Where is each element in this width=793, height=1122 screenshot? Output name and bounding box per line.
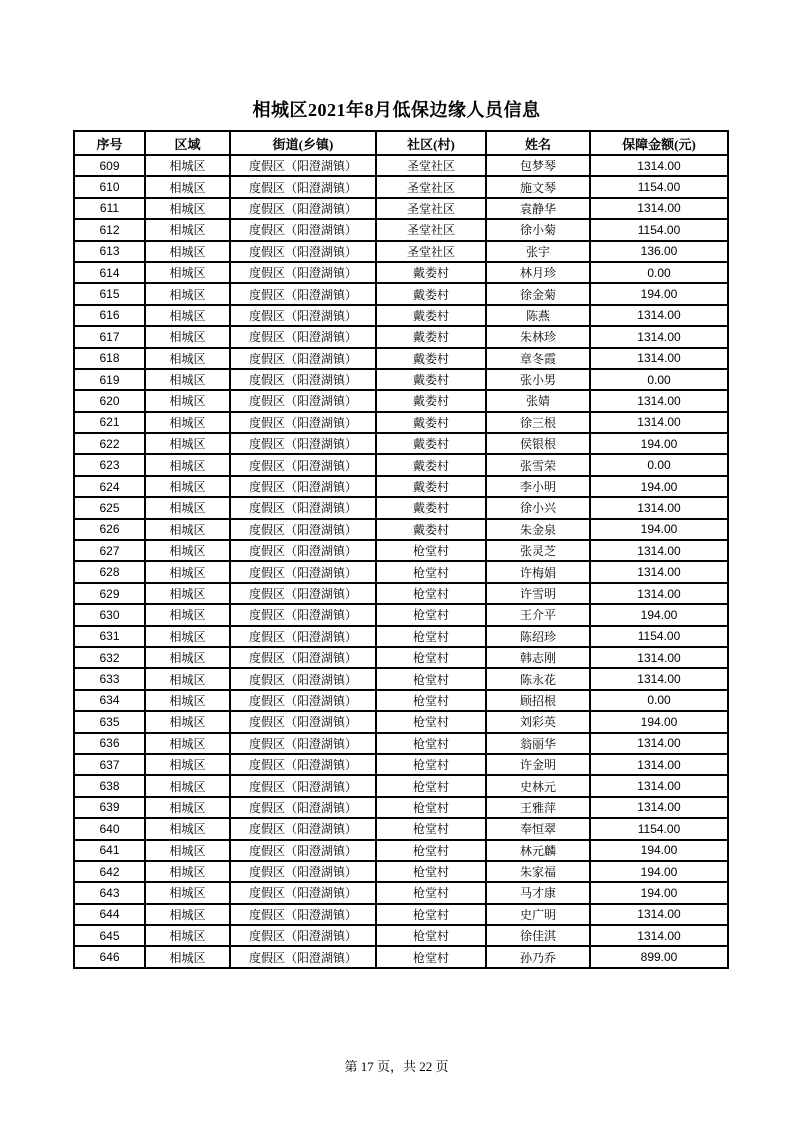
cell-amount: 1154.00	[590, 818, 728, 839]
cell-community: 枪堂村	[376, 840, 486, 861]
cell-region: 相城区	[145, 904, 230, 925]
cell-region: 相城区	[145, 326, 230, 347]
table-row	[74, 198, 728, 219]
table-row	[74, 155, 728, 176]
cell-street: 度假区（阳澄湖镇）	[230, 326, 376, 347]
cell-serial: 614	[74, 262, 145, 283]
cell-serial: 641	[74, 840, 145, 861]
cell-amount: 1314.00	[590, 198, 728, 219]
cell-street: 度假区（阳澄湖镇）	[230, 305, 376, 326]
table-row	[74, 604, 728, 625]
cell-serial: 644	[74, 904, 145, 925]
cell-region: 相城区	[145, 283, 230, 304]
cell-amount: 194.00	[590, 433, 728, 454]
cell-serial: 618	[74, 348, 145, 369]
cell-street: 度假区（阳澄湖镇）	[230, 476, 376, 497]
cell-amount: 1154.00	[590, 219, 728, 240]
cell-street: 度假区（阳澄湖镇）	[230, 155, 376, 176]
cell-street: 度假区（阳澄湖镇）	[230, 775, 376, 796]
table-row	[74, 262, 728, 283]
cell-name: 朱金泉	[486, 519, 590, 540]
table-row	[74, 241, 728, 262]
cell-region: 相城区	[145, 626, 230, 647]
table-row	[74, 711, 728, 732]
cell-community: 戴娄村	[376, 519, 486, 540]
cell-name: 徐三根	[486, 412, 590, 433]
cell-amount: 1314.00	[590, 390, 728, 411]
cell-serial: 632	[74, 647, 145, 668]
cell-street: 度假区（阳澄湖镇）	[230, 690, 376, 711]
cell-street: 度假区（阳澄湖镇）	[230, 946, 376, 967]
table-row	[74, 519, 728, 540]
cell-serial: 643	[74, 882, 145, 903]
cell-street: 度假区（阳澄湖镇）	[230, 283, 376, 304]
table-row	[74, 583, 728, 604]
cell-community: 圣堂社区	[376, 198, 486, 219]
cell-community: 枪堂村	[376, 733, 486, 754]
cell-region: 相城区	[145, 476, 230, 497]
cell-name: 马才康	[486, 882, 590, 903]
table-row	[74, 626, 728, 647]
cell-name: 徐小菊	[486, 219, 590, 240]
cell-community: 戴娄村	[376, 433, 486, 454]
cell-community: 枪堂村	[376, 711, 486, 732]
table-row	[74, 797, 728, 818]
table-row	[74, 861, 728, 882]
cell-street: 度假区（阳澄湖镇）	[230, 925, 376, 946]
cell-serial: 640	[74, 818, 145, 839]
cell-serial: 628	[74, 561, 145, 582]
cell-amount: 1314.00	[590, 797, 728, 818]
cell-street: 度假区（阳澄湖镇）	[230, 711, 376, 732]
table-row	[74, 219, 728, 240]
cell-community: 圣堂社区	[376, 241, 486, 262]
cell-amount: 1314.00	[590, 668, 728, 689]
column-header-amount: 保障金额(元)	[590, 131, 728, 155]
cell-amount: 194.00	[590, 861, 728, 882]
cell-amount: 194.00	[590, 283, 728, 304]
page-title: 相城区2021年8月低保边缘人员信息	[252, 100, 541, 120]
cell-serial: 625	[74, 497, 145, 518]
cell-community: 圣堂社区	[376, 176, 486, 197]
cell-serial: 624	[74, 476, 145, 497]
table-row	[74, 326, 728, 347]
page-number: 第 17 页，共 22 页	[344, 1059, 449, 1074]
cell-amount: 1314.00	[590, 925, 728, 946]
table-row	[74, 690, 728, 711]
cell-amount: 0.00	[590, 690, 728, 711]
cell-amount: 1314.00	[590, 733, 728, 754]
cell-street: 度假区（阳澄湖镇）	[230, 626, 376, 647]
cell-serial: 616	[74, 305, 145, 326]
cell-community: 枪堂村	[376, 690, 486, 711]
cell-name: 韩志刚	[486, 647, 590, 668]
cell-name: 陈永花	[486, 668, 590, 689]
cell-name: 王雅萍	[486, 797, 590, 818]
cell-name: 章冬霞	[486, 348, 590, 369]
table-row	[74, 348, 728, 369]
cell-name: 徐小兴	[486, 497, 590, 518]
cell-region: 相城区	[145, 519, 230, 540]
cell-region: 相城区	[145, 561, 230, 582]
cell-serial: 623	[74, 454, 145, 475]
cell-serial: 638	[74, 775, 145, 796]
cell-amount: 194.00	[590, 882, 728, 903]
cell-name: 张宇	[486, 241, 590, 262]
cell-region: 相城区	[145, 647, 230, 668]
cell-region: 相城区	[145, 711, 230, 732]
cell-community: 戴娄村	[376, 369, 486, 390]
cell-street: 度假区（阳澄湖镇）	[230, 176, 376, 197]
cell-community: 枪堂村	[376, 925, 486, 946]
cell-name: 张小男	[486, 369, 590, 390]
cell-region: 相城区	[145, 946, 230, 967]
cell-street: 度假区（阳澄湖镇）	[230, 840, 376, 861]
cell-street: 度假区（阳澄湖镇）	[230, 369, 376, 390]
cell-amount: 1314.00	[590, 583, 728, 604]
cell-serial: 627	[74, 540, 145, 561]
cell-street: 度假区（阳澄湖镇）	[230, 818, 376, 839]
cell-name: 张雪荣	[486, 454, 590, 475]
cell-community: 戴娄村	[376, 283, 486, 304]
cell-amount: 194.00	[590, 840, 728, 861]
table-row	[74, 668, 728, 689]
cell-street: 度假区（阳澄湖镇）	[230, 754, 376, 775]
table-row	[74, 925, 728, 946]
cell-amount: 0.00	[590, 262, 728, 283]
cell-amount: 0.00	[590, 369, 728, 390]
cell-name: 陈燕	[486, 305, 590, 326]
cell-serial: 634	[74, 690, 145, 711]
table-body	[74, 155, 728, 968]
cell-region: 相城区	[145, 198, 230, 219]
table-row	[74, 840, 728, 861]
cell-community: 枪堂村	[376, 882, 486, 903]
cell-street: 度假区（阳澄湖镇）	[230, 262, 376, 283]
cell-region: 相城区	[145, 155, 230, 176]
cell-region: 相城区	[145, 454, 230, 475]
cell-region: 相城区	[145, 219, 230, 240]
cell-amount: 194.00	[590, 519, 728, 540]
cell-serial: 610	[74, 176, 145, 197]
cell-amount: 1314.00	[590, 326, 728, 347]
cell-street: 度假区（阳澄湖镇）	[230, 454, 376, 475]
cell-community: 枪堂村	[376, 775, 486, 796]
cell-name: 顾招根	[486, 690, 590, 711]
cell-street: 度假区（阳澄湖镇）	[230, 241, 376, 262]
cell-name: 张婧	[486, 390, 590, 411]
cell-street: 度假区（阳澄湖镇）	[230, 412, 376, 433]
cell-serial: 626	[74, 519, 145, 540]
table-row	[74, 818, 728, 839]
cell-serial: 642	[74, 861, 145, 882]
cell-region: 相城区	[145, 775, 230, 796]
cell-amount: 1314.00	[590, 561, 728, 582]
cell-serial: 629	[74, 583, 145, 604]
table-header-row	[74, 131, 728, 155]
cell-community: 枪堂村	[376, 583, 486, 604]
cell-community: 枪堂村	[376, 540, 486, 561]
cell-region: 相城区	[145, 583, 230, 604]
cell-name: 陈绍珍	[486, 626, 590, 647]
cell-region: 相城区	[145, 925, 230, 946]
cell-community: 枪堂村	[376, 647, 486, 668]
cell-street: 度假区（阳澄湖镇）	[230, 433, 376, 454]
cell-name: 包梦琴	[486, 155, 590, 176]
cell-amount: 1314.00	[590, 754, 728, 775]
cell-serial: 639	[74, 797, 145, 818]
cell-region: 相城区	[145, 690, 230, 711]
cell-region: 相城区	[145, 754, 230, 775]
table-row	[74, 305, 728, 326]
table-row	[74, 775, 728, 796]
cell-amount: 194.00	[590, 604, 728, 625]
table-row	[74, 497, 728, 518]
cell-region: 相城区	[145, 733, 230, 754]
cell-amount: 1314.00	[590, 348, 728, 369]
cell-community: 戴娄村	[376, 305, 486, 326]
column-header-community: 社区(村)	[376, 131, 486, 155]
cell-street: 度假区（阳澄湖镇）	[230, 219, 376, 240]
cell-name: 李小明	[486, 476, 590, 497]
cell-name: 徐佳淇	[486, 925, 590, 946]
cell-name: 翁丽华	[486, 733, 590, 754]
cell-community: 戴娄村	[376, 476, 486, 497]
table-row	[74, 454, 728, 475]
cell-community: 戴娄村	[376, 390, 486, 411]
cell-community: 枪堂村	[376, 668, 486, 689]
table-row	[74, 176, 728, 197]
cell-street: 度假区（阳澄湖镇）	[230, 519, 376, 540]
cell-region: 相城区	[145, 369, 230, 390]
cell-serial: 621	[74, 412, 145, 433]
cell-region: 相城区	[145, 497, 230, 518]
cell-name: 朱家福	[486, 861, 590, 882]
cell-name: 孙乃乔	[486, 946, 590, 967]
cell-amount: 1314.00	[590, 775, 728, 796]
cell-name: 林元麟	[486, 840, 590, 861]
cell-community: 戴娄村	[376, 326, 486, 347]
cell-street: 度假区（阳澄湖镇）	[230, 733, 376, 754]
cell-region: 相城区	[145, 861, 230, 882]
cell-name: 许雪明	[486, 583, 590, 604]
table-row	[74, 476, 728, 497]
cell-community: 枪堂村	[376, 626, 486, 647]
cell-amount: 1314.00	[590, 412, 728, 433]
cell-community: 枪堂村	[376, 561, 486, 582]
cell-street: 度假区（阳澄湖镇）	[230, 647, 376, 668]
cell-name: 许金明	[486, 754, 590, 775]
cell-region: 相城区	[145, 840, 230, 861]
cell-serial: 645	[74, 925, 145, 946]
cell-community: 枪堂村	[376, 946, 486, 967]
cell-amount: 194.00	[590, 476, 728, 497]
cell-amount: 1314.00	[590, 540, 728, 561]
cell-amount: 1154.00	[590, 176, 728, 197]
cell-name: 许梅娟	[486, 561, 590, 582]
cell-serial: 617	[74, 326, 145, 347]
benefit-roster-table	[73, 130, 729, 969]
cell-name: 张灵芝	[486, 540, 590, 561]
cell-amount: 1314.00	[590, 904, 728, 925]
cell-region: 相城区	[145, 668, 230, 689]
cell-name: 朱林珍	[486, 326, 590, 347]
cell-region: 相城区	[145, 241, 230, 262]
cell-serial: 615	[74, 283, 145, 304]
cell-region: 相城区	[145, 176, 230, 197]
cell-region: 相城区	[145, 390, 230, 411]
table-row	[74, 733, 728, 754]
cell-street: 度假区（阳澄湖镇）	[230, 797, 376, 818]
cell-serial: 637	[74, 754, 145, 775]
cell-street: 度假区（阳澄湖镇）	[230, 561, 376, 582]
cell-amount: 0.00	[590, 454, 728, 475]
cell-serial: 612	[74, 219, 145, 240]
cell-region: 相城区	[145, 818, 230, 839]
cell-region: 相城区	[145, 305, 230, 326]
cell-name: 史广明	[486, 904, 590, 925]
cell-serial: 619	[74, 369, 145, 390]
cell-region: 相城区	[145, 882, 230, 903]
cell-region: 相城区	[145, 412, 230, 433]
cell-serial: 622	[74, 433, 145, 454]
cell-region: 相城区	[145, 262, 230, 283]
cell-street: 度假区（阳澄湖镇）	[230, 861, 376, 882]
cell-serial: 631	[74, 626, 145, 647]
column-header-serial: 序号	[74, 131, 145, 155]
table-row	[74, 390, 728, 411]
table-row	[74, 561, 728, 582]
cell-serial: 646	[74, 946, 145, 967]
cell-community: 枪堂村	[376, 861, 486, 882]
column-header-region: 区域	[145, 131, 230, 155]
cell-name: 侯银根	[486, 433, 590, 454]
cell-community: 圣堂社区	[376, 219, 486, 240]
cell-name: 王介平	[486, 604, 590, 625]
cell-street: 度假区（阳澄湖镇）	[230, 583, 376, 604]
cell-amount: 194.00	[590, 711, 728, 732]
cell-amount: 1314.00	[590, 497, 728, 518]
cell-street: 度假区（阳澄湖镇）	[230, 348, 376, 369]
cell-serial: 630	[74, 604, 145, 625]
cell-community: 戴娄村	[376, 262, 486, 283]
cell-amount: 1314.00	[590, 305, 728, 326]
table-row	[74, 433, 728, 454]
cell-name: 史林元	[486, 775, 590, 796]
cell-region: 相城区	[145, 604, 230, 625]
cell-street: 度假区（阳澄湖镇）	[230, 540, 376, 561]
cell-region: 相城区	[145, 348, 230, 369]
cell-name: 徐金菊	[486, 283, 590, 304]
cell-community: 戴娄村	[376, 454, 486, 475]
cell-serial: 636	[74, 733, 145, 754]
table-row	[74, 412, 728, 433]
cell-community: 戴娄村	[376, 497, 486, 518]
cell-name: 林月珍	[486, 262, 590, 283]
cell-street: 度假区（阳澄湖镇）	[230, 390, 376, 411]
table-row	[74, 540, 728, 561]
cell-serial: 613	[74, 241, 145, 262]
cell-serial: 611	[74, 198, 145, 219]
cell-community: 枪堂村	[376, 604, 486, 625]
cell-community: 戴娄村	[376, 412, 486, 433]
table-row	[74, 904, 728, 925]
cell-community: 圣堂社区	[376, 155, 486, 176]
table-row	[74, 946, 728, 967]
cell-serial: 609	[74, 155, 145, 176]
cell-community: 枪堂村	[376, 818, 486, 839]
cell-serial: 633	[74, 668, 145, 689]
table-row	[74, 754, 728, 775]
table-row	[74, 647, 728, 668]
cell-name: 刘彩英	[486, 711, 590, 732]
cell-amount: 136.00	[590, 241, 728, 262]
column-header-street: 街道(乡镇)	[230, 131, 376, 155]
cell-community: 戴娄村	[376, 348, 486, 369]
cell-name: 袁静华	[486, 198, 590, 219]
cell-region: 相城区	[145, 797, 230, 818]
cell-serial: 620	[74, 390, 145, 411]
cell-community: 枪堂村	[376, 797, 486, 818]
cell-name: 奉恒翠	[486, 818, 590, 839]
cell-name: 施文琴	[486, 176, 590, 197]
cell-street: 度假区（阳澄湖镇）	[230, 668, 376, 689]
cell-amount: 899.00	[590, 946, 728, 967]
table-row	[74, 369, 728, 390]
cell-street: 度假区（阳澄湖镇）	[230, 882, 376, 903]
table-row	[74, 283, 728, 304]
cell-region: 相城区	[145, 540, 230, 561]
cell-street: 度假区（阳澄湖镇）	[230, 604, 376, 625]
cell-community: 枪堂村	[376, 904, 486, 925]
cell-amount: 1154.00	[590, 626, 728, 647]
cell-amount: 1314.00	[590, 647, 728, 668]
cell-serial: 635	[74, 711, 145, 732]
cell-street: 度假区（阳澄湖镇）	[230, 198, 376, 219]
cell-street: 度假区（阳澄湖镇）	[230, 497, 376, 518]
table-row	[74, 882, 728, 903]
cell-amount: 1314.00	[590, 155, 728, 176]
column-header-name: 姓名	[486, 131, 590, 155]
cell-region: 相城区	[145, 433, 230, 454]
cell-street: 度假区（阳澄湖镇）	[230, 904, 376, 925]
cell-community: 枪堂村	[376, 754, 486, 775]
